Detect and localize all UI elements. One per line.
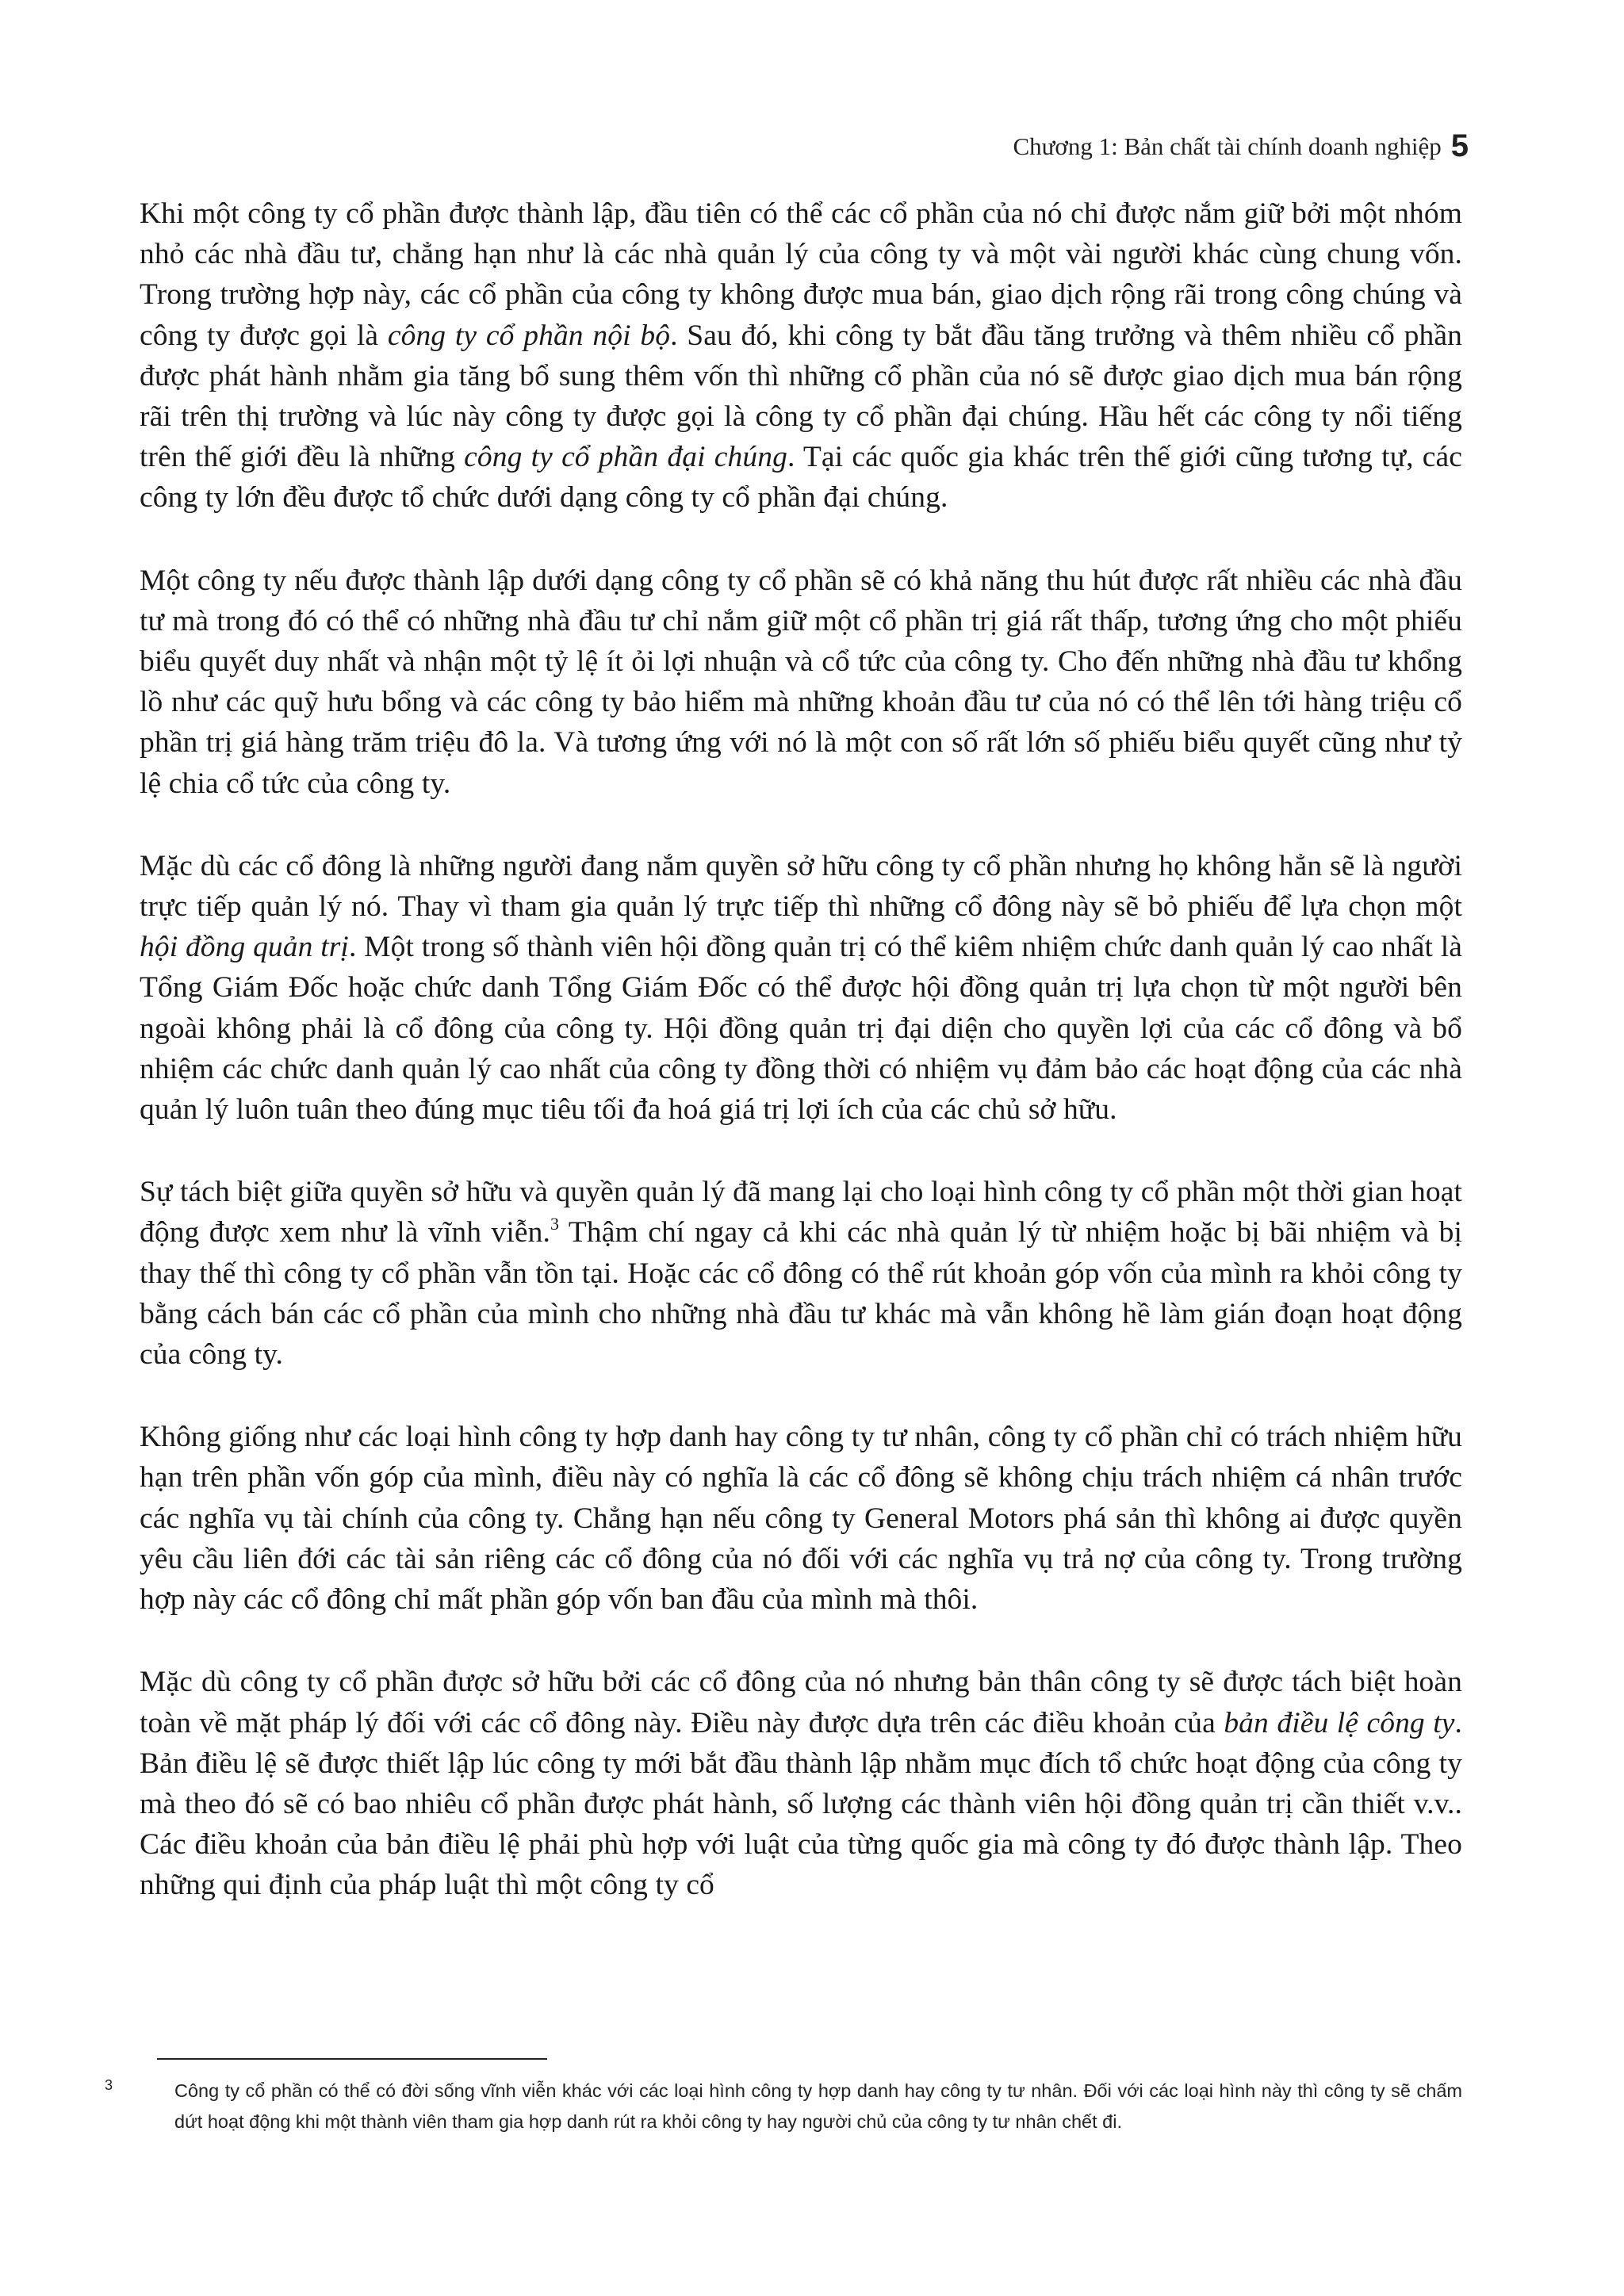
paragraph-4 (140, 1172, 1462, 1375)
italic-term: hội đồng quản trị (140, 931, 349, 964)
paragraph-1 (140, 193, 1462, 519)
footnote-text: Công ty cổ phần có thể có đời sống vĩnh viễn khác với các loại hình công ty hợp danh hay công ty tư nhân. Đối với các loại hình này thì công ty sẽ chấm dứt hoạt động khi một thành viên tham gia hợp danh rút ra khỏi công ty hay người chủ của công ty tư nhân chết đi. (174, 2080, 1462, 2132)
text-run: Sự tách biệt giữa quyền sở hữu và quyền quản lý đã mang lại cho loại hình công ty cổ phần một thời gian hoạt động được xem như là vĩnh viễn. (140, 1176, 1462, 1249)
footnote-body: 3 Công ty cổ phần có thể có đời sống vĩnh viễn khác với các loại hình công ty hợp danh hay công ty tư nhân. Đối với các loại hình này thì công ty sẽ chấm dứt hoạt động khi một thành viên tham gia hợp danh rút ra khỏi công ty hay người chủ của công ty tư nhân chết đi. (105, 2077, 1462, 2132)
text-run: . Một trong số thành viên hội đồng quản trị có thể kiêm nhiệm chức danh quản lý cao nhất là Tổng Giám Đốc hoặc chức danh Tổng Giám Đốc có thể được hội đồng quản trị lựa chọn từ một người bên ngoài không phải là cổ đông của công ty. Hội đồng quản trị đại diện cho quyền lợi của các cổ đông và bổ nhiệm các chức danh quản lý cao nhất của công ty đồng thời có nhiệm vụ đảm bảo các hoạt động của các nhà quản lý luôn tuân theo đúng mục tiêu tối đa hoá giá trị lợi ích của các chủ sở hữu. (140, 931, 1462, 1127)
text-run: . Bản điều lệ sẽ được thiết lập lúc công ty mới bắt đầu thành lập nhằm mục đích tổ chức hoạt động của công ty mà theo đó sẽ có bao nhiêu cổ phần được phát hành, số lượng các thành viên hội đồng quản trị cần thiết v.v.. Các điều khoản của bản điều lệ phải phù hợp với luật của từng quốc gia mà công ty đó được thành lập. Theo những qui định của pháp luật thì một công ty cổ (140, 1706, 1462, 1902)
text-run: . Sau đó, khi công ty bắt đầu tăng trưởng và thêm nhiều cổ phần được phát hành nhằm gia tăng bổ sung thêm vốn thì những cổ phần của nó sẽ được giao dịch mua bán rộng rãi trên thị trường và lúc này công ty được gọi là công ty cổ phần đại chúng. Hầu hết các công ty nổi tiếng trên thế giới đều là những (140, 319, 1462, 474)
text-run: Khi một công ty cổ phần được thành lập, đầu tiên có thể các cổ phần của nó chỉ được nắm giữ bởi một nhóm nhỏ các nhà đầu tư, chẳng hạn như là các nhà quản lý của công ty và một vài người khác cùng chung vốn. Trong trường hợp này, các cổ phần của công ty không được mua bán, giao dịch rộng rãi trong công chúng và công ty được gọi là (140, 197, 1462, 352)
paragraph-5 (140, 1417, 1462, 1620)
page-number: 5 (1450, 128, 1469, 163)
footnote-divider (157, 2058, 547, 2060)
chapter-title: Chương 1: Bản chất tài chính doanh nghiệp (1013, 132, 1442, 160)
paragraph-6 (140, 1662, 1462, 1905)
text-run: Không giống như các loại hình công ty hợp danh hay công ty tư nhân, công ty cổ phần chỉ có trách nhiệm hữu hạn trên phần vốn góp của mình, điều này có nghĩa là các cổ đông sẽ không chịu trách nhiệm cá nhân trước các nghĩa vụ tài chính của công ty. Chẳng hạn nếu công ty General Motors phá sản thì không ai được quyền yêu cầu liên đới các tài sản riêng các cổ đông của nó đối với các nghĩa vụ trả nợ của công ty. Trong trường hợp này các cổ đông chỉ mất phần góp vốn ban đầu của mình mà thôi. (140, 1421, 1462, 1617)
text-run: Một công ty nếu được thành lập dưới dạng công ty cổ phần sẽ có khả năng thu hút được rất nhiều các nhà đầu tư mà trong đó có thể có những nhà đầu tư chỉ nắm giữ một cổ phần trị giá rất thấp, tương ứng cho một phiếu biểu quyết duy nhất và nhận một tỷ lệ ít ỏi lợi nhuận và cổ tức của công ty. Cho đến những nhà đầu tư khổng lồ như các quỹ hưu bổng và các công ty bảo hiểm mà những khoản đầu tư của nó có thể lên tới hàng triệu cổ phần trị giá hàng trăm triệu đô la. Và tương ứng với nó là một con số rất lớn số phiếu biểu quyết cũng như tỷ lệ chia cổ tức của công ty. (140, 564, 1462, 800)
italic-term: bản điều lệ công ty (1224, 1706, 1455, 1739)
text-run: Mặc dù các cổ đông là những người đang nắm quyền sở hữu công ty cổ phần nhưng họ không hẳn sẽ là người trực tiếp quản lý nó. Thay vì tham gia quản lý trực tiếp thì những cổ đông này sẽ bỏ phiếu để lựa chọn một (140, 849, 1462, 924)
text-run: Mặc dù công ty cổ phần được sở hữu bởi các cổ đông của nó nhưng bản thân công ty sẽ được tách biệt hoàn toàn về mặt pháp lý đối với các cổ đông này. Điều này được dựa trên các điều khoản của (140, 1666, 1462, 1739)
footnote (105, 2076, 1462, 2137)
text-run: Thậm chí ngay cả khi các nhà quản lý từ nhiệm hoặc bị bãi nhiệm và bị thay thế thì công ty cổ phần vẫn tồn tại. Hoặc các cổ đông có thể rút khoản góp vốn của mình ra khỏi công ty bằng cách bán các cổ phần của mình cho những nhà đầu tư khác mà vẫn không hề làm gián đoạn hoạt động của công ty. (140, 1216, 1462, 1372)
footnote-reference[interactable]: 3 (550, 1213, 560, 1234)
italic-term: công ty cổ phần đại chúng (464, 441, 787, 474)
body-text (140, 193, 1462, 1948)
paragraph-3 (140, 846, 1462, 1130)
text-run: . Tại các quốc gia khác trên thế giới cũng tương tự, các công ty lớn đều được tổ chức dưới dạng công ty cổ phần đại chúng. (140, 441, 1462, 515)
running-header (1013, 127, 1469, 163)
paragraph-2 (140, 561, 1462, 804)
italic-term: công ty cổ phần nội bộ (387, 319, 671, 352)
